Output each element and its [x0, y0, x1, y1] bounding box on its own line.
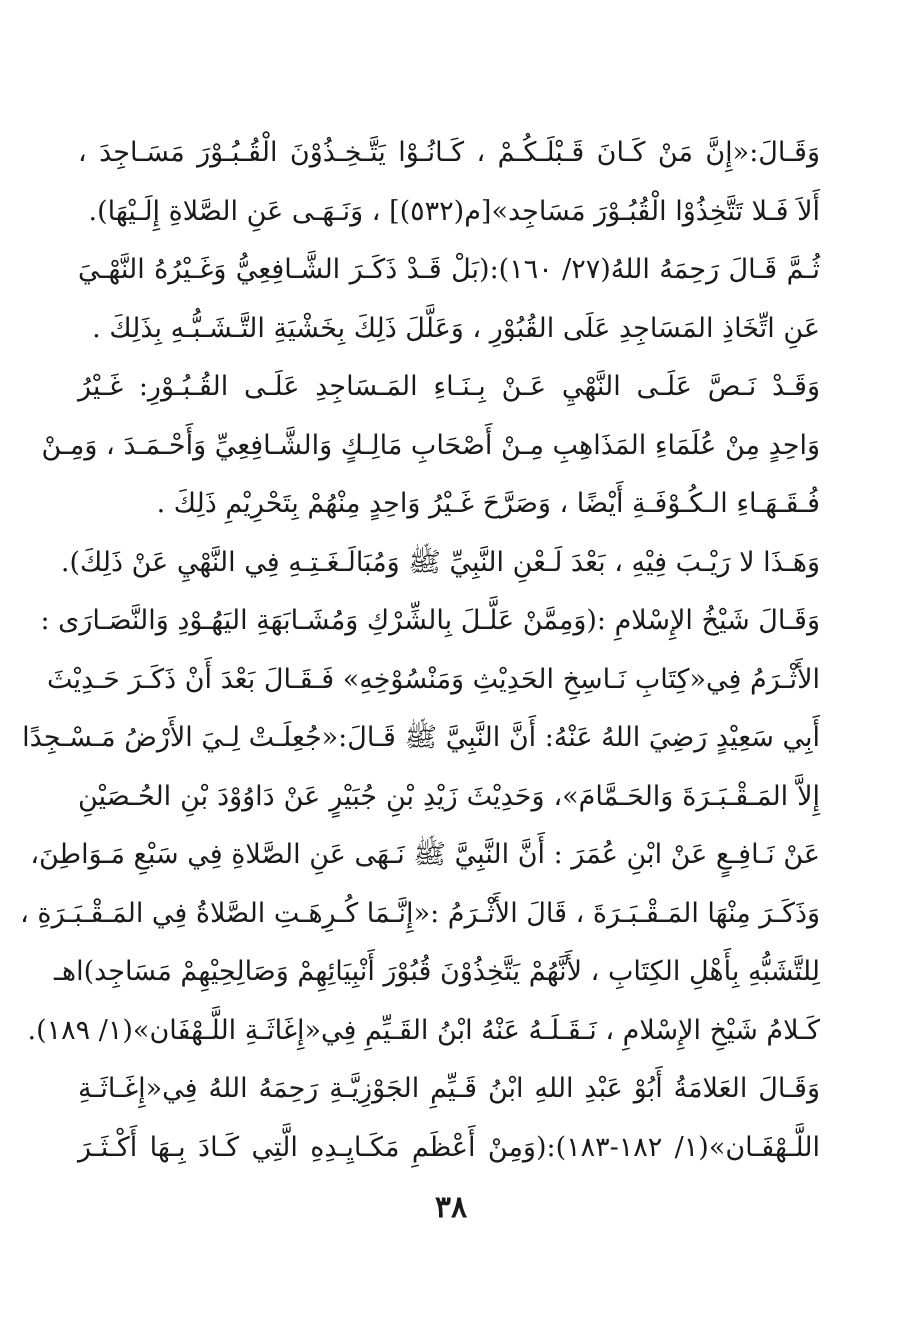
text-line: وَذَكَـرَ مِنْهَا المَـقْـبَـرَةَ ، قَالَ الأَثْـرَمُ :«إِنَّـمَا كُـرِهَـتِ الصَّلاةُ فِي المَـقْـبَـرَةِ ، [20, 897, 820, 929]
text-line: عَنِ اتِّخَاذِ المَسَاجِدِ عَلَى القُبُوْرِ ، وَعَلَّلَ ذَلِكَ بِخَشْيَةِ التَّـشَـبُّـهِ بِذَلِكَ . [92, 312, 820, 344]
text-line: وَقَـالَ:«إِنَّ مَنْ كَـانَ قَـبْلَـكُـمْ ، كَـانُـوْا يَتَّـخِـذُوْنَ الْقُـبُـوْرَ مَسَـاجِدَ ، [78, 137, 820, 168]
text-line: وَقَـالَ شَيْخُ الإِسْلامِ :(وَمِمَّنْ عَلَّـلَ بِالشِّرْكِ وَمُشَـابَهَةِ اليَهُـوْدِ وَالنَّصَـارَى : [40, 605, 820, 636]
text-line: لِلتَّشَبُّهِ بِأَهْلِ الكِتَابِ ، لأَنَّهُمْ يَتَّخِذُوْنَ قُبُوْرَ أَنْبِيَائِهِمْ وَصَالِحِيْهِمْ مَسَاجِد)اهـ [53, 956, 820, 987]
body-text [20, 124, 820, 1177]
text-line: وَقَـدْ نَـصَّ عَلَـى النَّهْيِ عَـنْ بِـنَـاءِ المَـسَاجِدِ عَلَـى القُـبُـوْرِ: غَـيْرُ [78, 371, 820, 402]
text-line: فُـقَـهَـاءِ الـكُـوْفَـةِ أَيْضًا ، وَصَرَّحَ غَـيْرُ وَاحِدٍ مِنْهُمْ بِتَحْرِيْمِ ذَلِكَ . [156, 488, 820, 519]
text-line: اللَّـهْفَـان»(١/ ١٨٢-١٨٣):(وَمِنْ أَعْظَمِ مَكَـايِـدِهِ الَّتِي كَـادَ بِـهَا أَكْـثَـرَ [78, 1131, 820, 1163]
text-line: ثُـمَّ قَـالَ رَحِمَهُ اللهُ(٢٧/ ١٦٠):(بَلْ قَـدْ ذَكَـرَ الشَّـافِعِيُّ وَغَـيْرُهُ النَّهْـيَ [78, 254, 820, 285]
text-line: أَبِي سَعِيْدٍ رَضِيَ اللهُ عَنْهُ: أَنَّ النَّبِيَّ ﷺ قَـالَ:«جُعِلَـتْ لِـيَ الأَرْضُ مَـسْـجِدًا [22, 722, 820, 753]
text-line: كَـلامُ شَيْخِ الإِسْلامِ ، نَـقَـلَـهُ عَنْهُ ابْنُ القَـيِّمِ فِي«إِغَاثَـةِ اللَّـهْفَان»(١/ ١٨٩). [27, 1014, 820, 1046]
text-line: وَهَـذَا لا رَيْـبَ فِيْهِ ، بَعْدَ لَـعْنِ النَّبِيِّ ﷺ وَمُبَالَـغَـتِـهِ فِي النَّهْيِ عَنْ ذَلِكَ). [60, 546, 820, 578]
text-line: الأَثْـرَمُ فِي«كِتَابِ نَـاسِخِ الحَدِيْثِ وَمَنْسُوْخِهِ» فَـقَـالَ بَعْدَ أَنْ ذَكَـرَ حَـدِيْثَ [47, 663, 820, 695]
text-line: وَقَـالَ العَلامَةُ أَبُوْ عَبْدِ اللهِ ابْنُ قَـيِّمِ الجَوْزِيَّـةِ رَحِمَهُ اللهُ فِي«إِغَـاثَـةِ [78, 1073, 820, 1104]
text-line: وَاحِدٍ مِنْ عُلَمَاءِ المَذَاهِبِ مِـنْ أَصْحَابِ مَالِـكٍ وَالشَّـافِعِيِّ وَأَحْـمَـدَ ، وَمِـنْ [41, 429, 820, 461]
text-line: إِلاَّ المَـقْـبَـرَةَ وَالحَـمَّامَ»، وَحَدِيْثَ زَيْدِ بْنِ جُبَيْرٍ عَنْ دَاوُوْدَ بْنِ الحُـصَيْنِ [78, 780, 820, 812]
text-line: أَلاَ فَـلا تَتَّخِذُوْا الْقُبُـوْرَ مَسَاجِد»[م(٥٣٢)] ، وَنَـهَـى عَنِ الصَّلاةِ إِلَـيْهَا). [88, 195, 820, 227]
page-number: ٣٨ [434, 1190, 468, 1225]
text-line: عَنْ نَـافِـعٍ عَنْ ابْنِ عُمَرَ : أَنَّ النَّبِيَّ ﷺ نَـهَى عَنِ الصَّلاةِ فِي سَبْعِ مَـوَاطِنَ، [30, 839, 820, 870]
